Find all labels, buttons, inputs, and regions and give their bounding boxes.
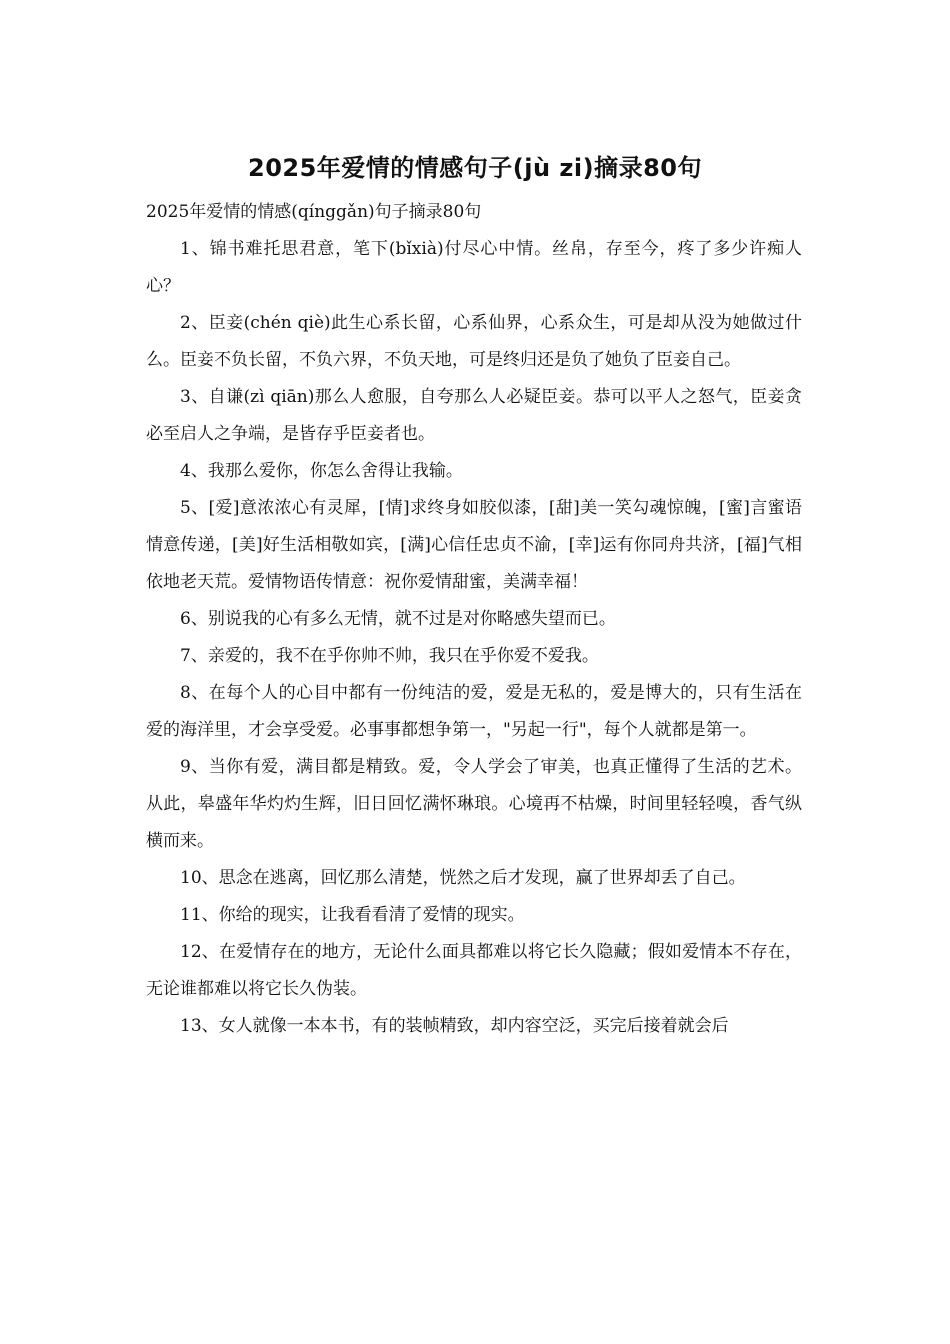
paragraph: 10、思念在逃离，回忆那么清楚，恍然之后才发现，赢了世界却丢了自己。 [180, 868, 746, 888]
paragraph: 4、我那么爱你，你怎么舍得让我输。 [180, 461, 463, 481]
document-title: 2025年爱情的情感句子(jù zi)摘录80句 [248, 154, 702, 182]
paragraph: 9、当你有爱，满目都是精致。爱，令人学会了审美，也真正懂得了生活的艺术。从此，皋盛年华灼灼生辉，旧日回忆满怀琳琅。心境再不枯燥，时间里轻轻嗅，香气纵横而来。 [146, 757, 802, 851]
paragraph: 7、亲爱的，我不在乎你帅不帅，我只在乎你爱不爱我。 [180, 646, 599, 666]
paragraph: 12、在爱情存在的地方，无论什么面具都难以将它长久隐藏；假如爱情本不存在，无论谁都难以将它长久伪装。 [146, 942, 802, 999]
paragraph: 13、女人就像一本本书，有的装帧精致，却内容空泛，买完后接着就会后 [180, 1016, 729, 1036]
document-subtitle: 2025年爱情的情感(qínggǎn)句子摘录80句 [146, 202, 482, 222]
paragraph: 6、别说我的心有多么无情，就不过是对你略感失望而已。 [180, 609, 616, 629]
paragraph: 2、臣妾(chén qiè)此生心系长留，心系仙界，心系众生，可是却从没为她做过什么。臣妾不负长留，不负六界，不负天地，可是终归还是负了她负了臣妾自己。 [146, 313, 802, 370]
paragraph: 3、自谦(zì qiān)那么人愈服，自夸那么人必疑臣妾。恭可以平人之怒气，臣妾贪必至启人之争端，是皆存乎臣妾者也。 [146, 387, 802, 444]
paragraph: 5、[爱]意浓浓心有灵犀，[情]求终身如胶似漆，[甜]美一笑勾魂惊魄，[蜜]言蜜语情意传递，[美]好生活相敬如宾，[满]心信任忠贞不渝，[幸]运有你同舟共济，[福]气相依地老天荒。爱情物语传情意：祝你爱情甜蜜，美满幸福！ [146, 498, 802, 592]
document-body [146, 231, 802, 1045]
paragraph: 11、你给的现实，让我看看清了爱情的现实。 [180, 905, 525, 925]
paragraph: 1、锦书难托思君意，笔下(bǐxià)付尽心中情。丝帛，存至今，疼了多少许痴人心？ [146, 239, 802, 296]
paragraph: 8、在每个人的心目中都有一份纯洁的爱，爱是无私的，爱是博大的，只有生活在爱的海洋里，才会享受爱。必事事都想争第一，"另起一行"，每个人就都是第一。 [146, 683, 802, 740]
